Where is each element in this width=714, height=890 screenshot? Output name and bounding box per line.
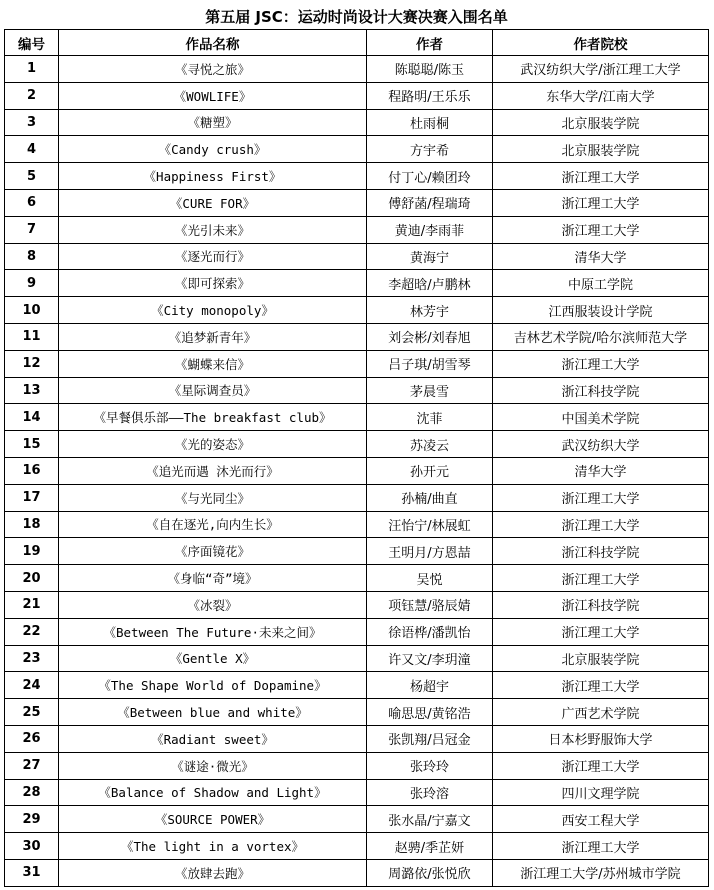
- finalist-table: [4, 4, 709, 887]
- row-number: 9: [5, 270, 59, 297]
- work-title: 《身临“奇”境》: [59, 565, 367, 592]
- author-name: 付丁心/赖团玲: [367, 163, 493, 190]
- table-row: [5, 297, 709, 324]
- row-number: 18: [5, 511, 59, 538]
- row-number: 1: [5, 56, 59, 83]
- author-name: 张凯翔/吕冠金: [367, 725, 493, 752]
- row-number: 27: [5, 752, 59, 779]
- author-school: 浙江理工大学: [493, 216, 709, 243]
- author-school: 浙江理工大学: [493, 618, 709, 645]
- work-title: 《糖塑》: [59, 109, 367, 136]
- work-title: 《追梦新青年》: [59, 323, 367, 350]
- author-name: 茅晨雪: [367, 377, 493, 404]
- author-school: 浙江理工大学: [493, 511, 709, 538]
- author-name: 杨超宇: [367, 672, 493, 699]
- header-row: [5, 30, 709, 56]
- row-number: 13: [5, 377, 59, 404]
- table-row: [5, 189, 709, 216]
- finalist-list-sheet: [4, 4, 708, 887]
- work-title: 《Happiness First》: [59, 163, 367, 190]
- row-number: 24: [5, 672, 59, 699]
- author-school: 浙江科技学院: [493, 591, 709, 618]
- work-title: 《自在逐光,向内生长》: [59, 511, 367, 538]
- table-row: [5, 565, 709, 592]
- row-number: 12: [5, 350, 59, 377]
- work-title: 《The Shape World of Dopamine》: [59, 672, 367, 699]
- author-name: 徐语桦/潘凯怡: [367, 618, 493, 645]
- work-title: 《谜途·微光》: [59, 752, 367, 779]
- work-title: 《CURE FOR》: [59, 189, 367, 216]
- work-title: 《即可探索》: [59, 270, 367, 297]
- author-name: 苏凌云: [367, 431, 493, 458]
- row-number: 6: [5, 189, 59, 216]
- author-name: 张玲溶: [367, 779, 493, 806]
- author-school: 浙江理工大学: [493, 189, 709, 216]
- author-name: 林芳宇: [367, 297, 493, 324]
- author-school: 浙江科技学院: [493, 538, 709, 565]
- table-row: [5, 163, 709, 190]
- author-school: 武汉纺织大学: [493, 431, 709, 458]
- author-school: 日本杉野服饰大学: [493, 725, 709, 752]
- author-school: 东华大学/江南大学: [493, 82, 709, 109]
- work-title: 《序面镜花》: [59, 538, 367, 565]
- work-title: 《Balance of Shadow and Light》: [59, 779, 367, 806]
- work-title: 《逐光而行》: [59, 243, 367, 270]
- author-name: 沈菲: [367, 404, 493, 431]
- author-school: 北京服装学院: [493, 645, 709, 672]
- work-title: 《蝴蝶来信》: [59, 350, 367, 377]
- row-number: 7: [5, 216, 59, 243]
- table-body: [5, 56, 709, 887]
- table-row: [5, 431, 709, 458]
- table-row: [5, 216, 709, 243]
- author-name: 张水晶/宁嘉文: [367, 806, 493, 833]
- author-school: 武汉纺织大学/浙江理工大学: [493, 56, 709, 83]
- work-title: 《City monopoly》: [59, 297, 367, 324]
- row-number: 29: [5, 806, 59, 833]
- table-row: [5, 511, 709, 538]
- row-number: 23: [5, 645, 59, 672]
- row-number: 15: [5, 431, 59, 458]
- table-row: [5, 806, 709, 833]
- work-title: 《Between The Future·未来之间》: [59, 618, 367, 645]
- author-school: 浙江理工大学: [493, 484, 709, 511]
- row-number: 25: [5, 699, 59, 726]
- table-row: [5, 109, 709, 136]
- table-row: [5, 377, 709, 404]
- work-title: 《光引未来》: [59, 216, 367, 243]
- author-school: 浙江理工大学: [493, 163, 709, 190]
- author-school: 浙江理工大学: [493, 672, 709, 699]
- page-title: 第五届 JSC：运动时尚设计大赛决赛入围名单: [5, 4, 709, 30]
- work-title: 《Candy crush》: [59, 136, 367, 163]
- author-school: 四川文理学院: [493, 779, 709, 806]
- author-name: 汪怡宁/林展虹: [367, 511, 493, 538]
- table-row: [5, 457, 709, 484]
- row-number: 21: [5, 591, 59, 618]
- author-name: 黄海宁: [367, 243, 493, 270]
- row-number: 31: [5, 859, 59, 886]
- row-number: 10: [5, 297, 59, 324]
- table-row: [5, 779, 709, 806]
- author-name: 周潞依/张悦欣: [367, 859, 493, 886]
- table-row: [5, 833, 709, 860]
- author-school: 浙江理工大学/苏州城市学院: [493, 859, 709, 886]
- row-number: 19: [5, 538, 59, 565]
- table-row: [5, 538, 709, 565]
- table-row: [5, 672, 709, 699]
- author-name: 黄迪/李雨菲: [367, 216, 493, 243]
- author-name: 孙开元: [367, 457, 493, 484]
- author-name: 王明月/方恩喆: [367, 538, 493, 565]
- table-row: [5, 350, 709, 377]
- header-school: 作者院校: [493, 30, 709, 56]
- work-title: 《SOURCE POWER》: [59, 806, 367, 833]
- work-title: 《追光而遇 沐光而行》: [59, 457, 367, 484]
- author-school: 北京服装学院: [493, 109, 709, 136]
- work-title: 《光的姿态》: [59, 431, 367, 458]
- work-title: 《与光同尘》: [59, 484, 367, 511]
- author-school: 西安工程大学: [493, 806, 709, 833]
- work-title: 《WOWLIFE》: [59, 82, 367, 109]
- work-title: 《星际调查员》: [59, 377, 367, 404]
- author-name: 傅舒菡/程瑞琦: [367, 189, 493, 216]
- row-number: 11: [5, 323, 59, 350]
- table-row: [5, 56, 709, 83]
- table-row: [5, 725, 709, 752]
- table-row: [5, 82, 709, 109]
- author-school: 浙江科技学院: [493, 377, 709, 404]
- row-number: 5: [5, 163, 59, 190]
- author-name: 吕子琪/胡雪琴: [367, 350, 493, 377]
- author-name: 陈聪聪/陈玉: [367, 56, 493, 83]
- table-row: [5, 859, 709, 886]
- row-number: 4: [5, 136, 59, 163]
- author-school: 吉林艺术学院/哈尔滨师范大学: [493, 323, 709, 350]
- author-school: 广西艺术学院: [493, 699, 709, 726]
- author-name: 吴悦: [367, 565, 493, 592]
- table-row: [5, 752, 709, 779]
- row-number: 30: [5, 833, 59, 860]
- author-school: 浙江理工大学: [493, 565, 709, 592]
- author-name: 杜雨桐: [367, 109, 493, 136]
- author-name: 赵骋/季芷妍: [367, 833, 493, 860]
- row-number: 3: [5, 109, 59, 136]
- author-name: 刘会彬/刘春旭: [367, 323, 493, 350]
- row-number: 2: [5, 82, 59, 109]
- row-number: 14: [5, 404, 59, 431]
- row-number: 16: [5, 457, 59, 484]
- table-row: [5, 618, 709, 645]
- work-title: 《The light in a vortex》: [59, 833, 367, 860]
- author-school: 江西服装设计学院: [493, 297, 709, 324]
- table-row: [5, 645, 709, 672]
- row-number: 28: [5, 779, 59, 806]
- row-number: 17: [5, 484, 59, 511]
- table-row: [5, 136, 709, 163]
- author-school: 北京服装学院: [493, 136, 709, 163]
- work-title: 《寻悦之旅》: [59, 56, 367, 83]
- author-name: 项钰慧/骆辰婧: [367, 591, 493, 618]
- row-number: 20: [5, 565, 59, 592]
- header-author: 作者: [367, 30, 493, 56]
- table-row: [5, 243, 709, 270]
- author-name: 李超晗/卢鹏林: [367, 270, 493, 297]
- work-title: 《冰裂》: [59, 591, 367, 618]
- author-name: 程路明/王乐乐: [367, 82, 493, 109]
- work-title: 《Between blue and white》: [59, 699, 367, 726]
- author-name: 张玲玲: [367, 752, 493, 779]
- author-name: 方宇希: [367, 136, 493, 163]
- author-school: 清华大学: [493, 243, 709, 270]
- author-school: 浙江理工大学: [493, 833, 709, 860]
- row-number: 26: [5, 725, 59, 752]
- table-row: [5, 591, 709, 618]
- author-school: 浙江理工大学: [493, 350, 709, 377]
- work-title: 《Gentle X》: [59, 645, 367, 672]
- table-row: [5, 323, 709, 350]
- work-title: 《Radiant sweet》: [59, 725, 367, 752]
- table-row: [5, 270, 709, 297]
- header-no: 编号: [5, 30, 59, 56]
- row-number: 8: [5, 243, 59, 270]
- table-row: [5, 484, 709, 511]
- author-school: 浙江理工大学: [493, 752, 709, 779]
- work-title: 《早餐俱乐部——The breakfast club》: [59, 404, 367, 431]
- author-name: 喻思思/黄铭浩: [367, 699, 493, 726]
- author-name: 许又文/李玥潼: [367, 645, 493, 672]
- author-school: 中原工学院: [493, 270, 709, 297]
- table-row: [5, 699, 709, 726]
- author-name: 孙楠/曲直: [367, 484, 493, 511]
- author-school: 清华大学: [493, 457, 709, 484]
- table-row: [5, 404, 709, 431]
- title-row: [5, 4, 709, 30]
- row-number: 22: [5, 618, 59, 645]
- author-school: 中国美术学院: [493, 404, 709, 431]
- header-work: 作品名称: [59, 30, 367, 56]
- work-title: 《放肆去跑》: [59, 859, 367, 886]
